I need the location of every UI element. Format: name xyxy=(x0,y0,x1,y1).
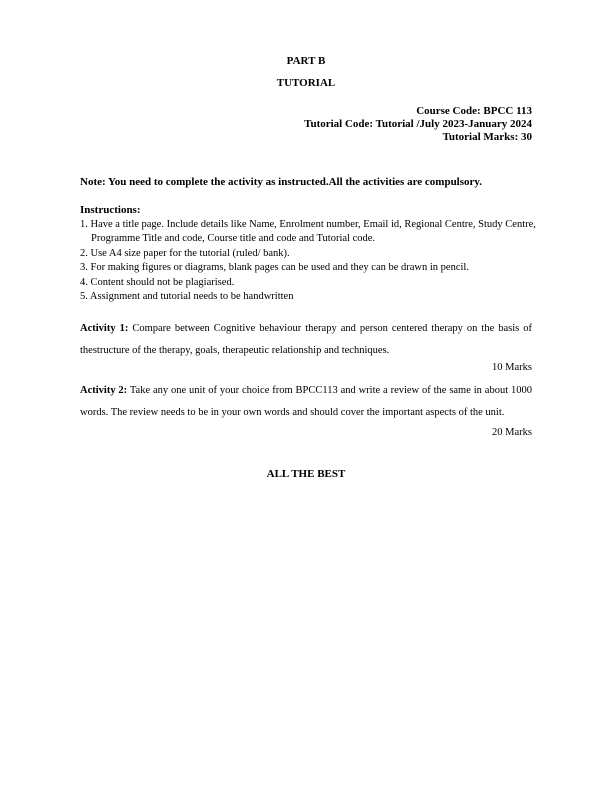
instruction-item: 4. Content should not be plagiarised. xyxy=(80,276,235,288)
instructions-heading: Instructions: xyxy=(80,204,141,216)
instructions-list xyxy=(80,218,540,305)
activity-text: Take any one unit of your choice from BPCC113 and write a review of the same in about 1000 words. The review needs to be in your own words and should cover the important aspects of the unit. xyxy=(80,385,532,418)
instruction-item: 3. For making figures or diagrams, blank pages can be used and they can be drawn in pencil. xyxy=(80,262,469,273)
instruction-item: 1. Have a title page. Include details like Name, Enrolment number, Email id, Regional Centre, Study Centre, Programme Title and code, Course title and code and Tutorial code. xyxy=(80,218,536,244)
activity-text: Compare between Cognitive behaviour therapy and person centered therapy on the basis of thestructure of the therapy, goals, therapeutic relationship and techniques. xyxy=(80,323,532,356)
instruction-item: 5. Assignment and tutorial needs to be handwritten xyxy=(80,291,294,302)
note-text: Note: You need to complete the activity as instructed.All the activities are compulsory. xyxy=(80,176,483,188)
course-info xyxy=(304,105,532,144)
activity-2-marks: 20 Marks xyxy=(492,427,532,438)
instructions-block xyxy=(80,203,540,305)
closing-text: ALL THE BEST xyxy=(266,468,346,480)
tutorial-marks: Tutorial Marks: 30 xyxy=(442,131,532,143)
instruction-item: 2. Use A4 size paper for the tutorial (ruled/ bank). xyxy=(80,247,290,259)
course-code: Course Code: BPCC 113 xyxy=(416,105,532,117)
activity-label: Activity 2: xyxy=(80,385,128,396)
activity-1 xyxy=(80,318,532,362)
activity-2 xyxy=(80,380,532,424)
tutorial-code: Tutorial Code: Tutorial /July 2023-January 2024 xyxy=(304,118,532,130)
section-heading: TUTORIAL xyxy=(276,77,336,89)
activity-1-marks: 10 Marks xyxy=(492,362,532,373)
activity-label: Activity 1: xyxy=(80,323,129,334)
part-heading: PART B xyxy=(286,55,326,67)
